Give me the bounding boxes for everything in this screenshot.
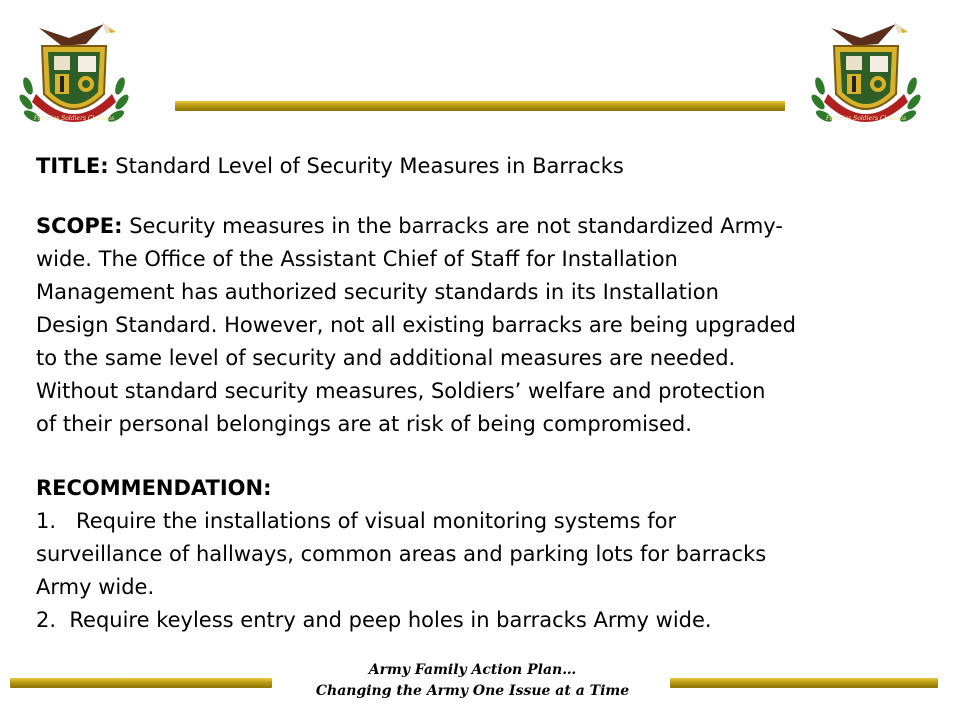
bottom-right-divider-bar	[670, 678, 938, 688]
scope-line-7: of their personal belongings are at risk of being compromised.	[36, 412, 692, 436]
footer-line-2: Changing the Army One Issue at a Time	[315, 683, 630, 699]
recommendation-line-2: surveillance of hallways, common areas and parking lots for barracks	[36, 542, 767, 566]
footer-tagline	[275, 660, 670, 702]
footer-line-1: Army Family Action Plan…	[368, 662, 577, 678]
recommendation-label: RECOMMENDATION:	[36, 476, 272, 500]
scope-line-1	[36, 210, 936, 243]
recommendation-line-3: Army wide.	[36, 575, 155, 599]
scope-line-2: wide. The Office of the Assistant Chief of Staff for Installation	[36, 247, 678, 271]
scope-line-5: to the same level of security and additional measures are needed.	[36, 346, 736, 370]
title-label: TITLE:	[36, 154, 109, 178]
recommendation-section	[36, 472, 936, 637]
afap-logo-left	[14, 16, 134, 136]
scope-line-3: Management has authorized security standards in its Installation	[36, 280, 719, 304]
title-text: Standard Level of Security Measures in Barracks	[115, 154, 624, 178]
issue-title	[36, 150, 936, 182]
scope-line-4: Design Standard. However, not all existing barracks are being upgraded	[36, 313, 796, 337]
eagle-shield-icon	[806, 16, 926, 136]
scope-section	[36, 210, 936, 441]
bottom-left-divider-bar	[10, 678, 272, 688]
scope-label: SCOPE:	[36, 214, 123, 238]
scope-line-6: Without standard security measures, Soldiers’ welfare and protection	[36, 379, 766, 403]
recommendation-line-4: 2. Require keyless entry and peep holes in barracks Army wide.	[36, 608, 712, 632]
afap-logo-right	[806, 16, 926, 136]
top-divider-bar	[175, 101, 785, 111]
eagle-shield-icon	[14, 16, 134, 136]
svg-text:Families Soldiers Civilians: Families Soldiers Civilians	[33, 115, 115, 122]
recommendation-line-1: 1. Require the installations of visual monitoring systems for	[36, 509, 677, 533]
scope-text-1: Security measures in the barracks are not standardized Army-	[129, 214, 783, 238]
svg-text:Families Soldiers Civilians: Families Soldiers Civilians	[825, 115, 907, 122]
